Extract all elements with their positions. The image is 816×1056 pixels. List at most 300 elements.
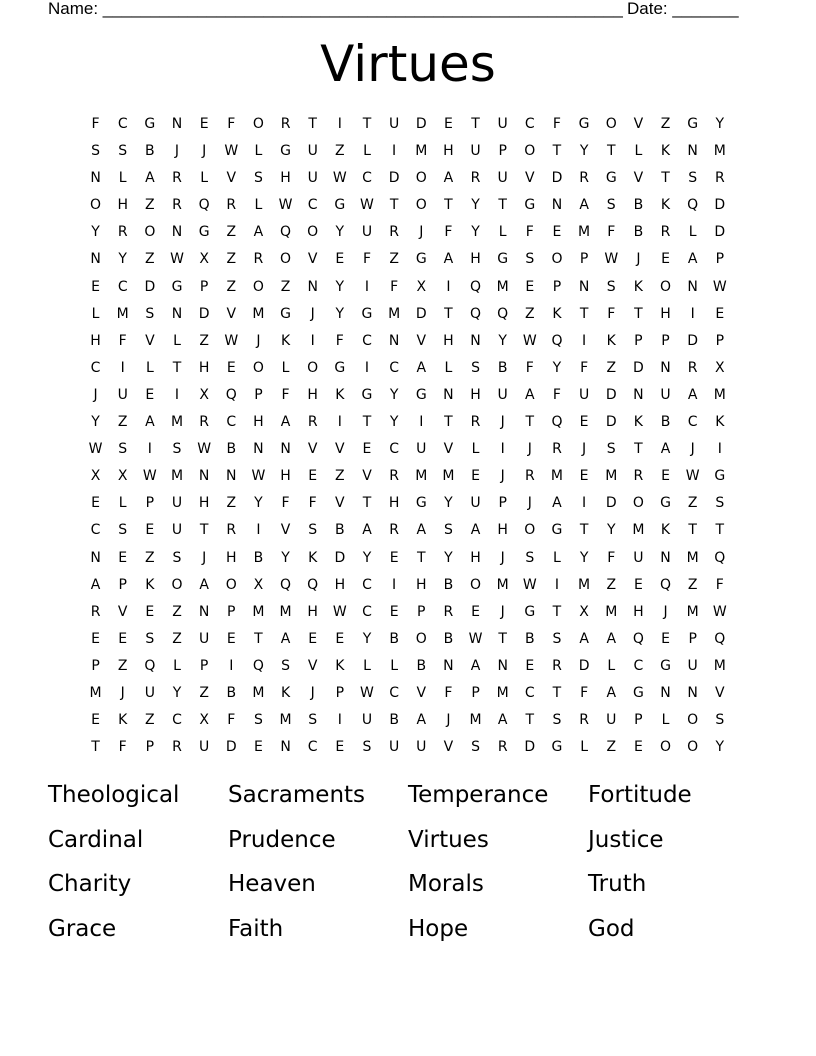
grid-cell[interactable]: M (713, 143, 726, 160)
grid-cell[interactable]: M (496, 278, 509, 295)
grid-cell[interactable]: L (281, 359, 290, 376)
grid-cell[interactable]: Y (118, 251, 127, 268)
grid-cell[interactable]: C (362, 332, 372, 349)
grid-cell[interactable]: H (253, 414, 264, 431)
grid-cell[interactable]: X (117, 468, 128, 485)
grid-cell[interactable]: A (687, 386, 698, 403)
grid-cell[interactable]: J (527, 441, 532, 458)
grid-cell[interactable]: P (417, 603, 426, 620)
grid-cell[interactable]: Q (225, 386, 237, 403)
grid-cell[interactable]: H (660, 305, 671, 322)
grid-cell[interactable]: E (199, 116, 209, 132)
grid-cell[interactable]: Z (172, 603, 182, 620)
grid-cell[interactable]: U (606, 712, 617, 729)
grid-cell[interactable]: F (552, 386, 561, 403)
grid-cell[interactable]: Q (660, 576, 672, 593)
grid-cell[interactable]: E (552, 224, 562, 241)
grid-cell[interactable]: N (171, 116, 183, 132)
grid-cell[interactable]: B (633, 224, 644, 241)
grid-cell[interactable]: O (144, 224, 156, 241)
grid-cell[interactable]: W (170, 251, 184, 268)
grid-cell[interactable]: N (687, 278, 698, 295)
grid-cell[interactable]: A (145, 414, 155, 431)
grid-cell[interactable]: V (335, 441, 345, 458)
grid-cell[interactable]: Z (606, 576, 617, 593)
grid-cell[interactable]: E (308, 630, 318, 647)
grid-cell[interactable]: U (307, 170, 318, 187)
grid-cell[interactable]: G (280, 305, 291, 322)
grid-cell[interactable]: C (362, 576, 372, 593)
grid-cell[interactable]: H (280, 468, 291, 485)
grid-cell[interactable]: H (117, 197, 128, 214)
grid-cell[interactable]: B (633, 197, 644, 214)
grid-cell[interactable]: K (280, 332, 291, 349)
grid-cell[interactable]: Y (91, 414, 100, 431)
grid-cell[interactable]: F (580, 359, 589, 376)
grid-cell[interactable]: V (443, 739, 454, 756)
grid-cell[interactable]: T (362, 414, 372, 431)
grid-cell[interactable]: A (470, 657, 481, 674)
grid-cell[interactable]: U (416, 739, 427, 756)
grid-cell[interactable]: R (579, 712, 589, 729)
grid-cell[interactable]: T (634, 441, 643, 458)
grid-cell[interactable]: V (117, 603, 128, 620)
grid-cell[interactable]: M (170, 414, 184, 431)
grid-cell[interactable]: A (470, 522, 481, 539)
grid-cell[interactable]: F (308, 495, 317, 512)
grid-cell[interactable]: L (118, 495, 127, 512)
grid-cell[interactable]: P (661, 332, 670, 349)
grid-cell[interactable]: N (253, 441, 264, 458)
grid-cell[interactable]: P (254, 386, 263, 403)
grid-cell[interactable]: G (361, 386, 373, 403)
grid-cell[interactable]: B (226, 441, 237, 458)
grid-cell[interactable]: H (470, 386, 481, 403)
grid-cell[interactable]: Z (606, 359, 617, 376)
grid-cell[interactable]: W (251, 468, 266, 485)
grid-cell[interactable]: P (715, 251, 725, 268)
grid-cell[interactable]: Y (389, 414, 399, 431)
grid-cell[interactable]: R (226, 522, 237, 539)
grid-cell[interactable]: Y (579, 549, 589, 566)
grid-cell[interactable]: E (661, 468, 670, 485)
grid-cell[interactable]: N (551, 197, 563, 214)
grid-cell[interactable]: S (281, 657, 290, 674)
grid-cell[interactable]: D (198, 305, 210, 322)
grid-cell[interactable]: E (661, 251, 670, 268)
grid-cell[interactable]: V (525, 170, 535, 187)
grid-cell[interactable]: H (226, 549, 237, 566)
grid-cell[interactable]: I (582, 332, 587, 349)
grid-cell[interactable]: Y (552, 359, 562, 376)
grid-cell[interactable]: Z (117, 657, 128, 674)
grid-cell[interactable]: U (171, 522, 183, 539)
grid-cell[interactable]: X (416, 278, 427, 295)
grid-cell[interactable]: P (498, 495, 507, 512)
grid-cell[interactable]: R (199, 414, 209, 431)
grid-cell[interactable]: V (633, 170, 644, 187)
grid-cell[interactable]: Q (280, 224, 292, 241)
grid-cell[interactable]: K (606, 332, 616, 349)
grid-cell[interactable]: T (525, 712, 535, 729)
grid-cell[interactable]: M (469, 712, 482, 729)
grid-cell[interactable]: R (253, 251, 264, 268)
grid-cell[interactable]: S (145, 630, 155, 647)
grid-cell[interactable]: I (337, 414, 342, 431)
grid-cell[interactable]: T (172, 359, 182, 376)
grid-cell[interactable]: S (362, 739, 372, 756)
grid-cell[interactable]: Y (335, 305, 345, 322)
grid-cell[interactable]: C (362, 170, 372, 187)
grid-cell[interactable]: Q (470, 305, 482, 322)
grid-cell[interactable]: D (144, 278, 156, 295)
grid-cell[interactable]: I (392, 576, 397, 593)
grid-cell[interactable]: R (307, 414, 318, 431)
grid-cell[interactable]: I (582, 495, 587, 512)
grid-cell[interactable]: S (172, 549, 182, 566)
grid-cell[interactable]: N (497, 657, 508, 674)
grid-cell[interactable]: N (687, 684, 698, 701)
grid-cell[interactable]: T (552, 684, 562, 701)
grid-cell[interactable]: N (90, 170, 101, 187)
grid-cell[interactable]: Z (117, 414, 128, 431)
grid-cell[interactable]: J (174, 143, 180, 160)
date-field[interactable]: Date: _______ (627, 0, 739, 18)
grid-cell[interactable]: P (688, 630, 697, 647)
grid-cell[interactable]: Q (687, 197, 699, 214)
grid-cell[interactable]: M (279, 603, 292, 620)
grid-cell[interactable]: K (308, 549, 318, 566)
grid-cell[interactable]: B (497, 359, 508, 376)
grid-cell[interactable]: R (552, 441, 562, 458)
grid-cell[interactable]: B (226, 684, 237, 701)
grid-cell[interactable]: U (307, 143, 318, 160)
grid-cell[interactable]: Y (715, 116, 725, 132)
grid-cell[interactable]: B (389, 630, 399, 647)
grid-cell[interactable]: K (633, 414, 643, 431)
grid-cell[interactable]: E (335, 630, 345, 647)
grid-cell[interactable]: X (90, 468, 101, 485)
grid-cell[interactable]: D (388, 170, 400, 187)
grid-cell[interactable]: Z (687, 576, 698, 593)
grid-cell[interactable]: S (606, 278, 616, 295)
grid-cell[interactable]: H (280, 170, 291, 187)
grid-cell[interactable]: S (525, 549, 535, 566)
grid-cell[interactable]: P (552, 278, 562, 295)
grid-cell[interactable]: M (605, 603, 618, 620)
grid-cell[interactable]: A (145, 170, 155, 187)
grid-cell[interactable]: D (334, 549, 346, 566)
grid-cell[interactable]: W (360, 684, 374, 701)
grid-cell[interactable]: G (415, 251, 427, 268)
grid-cell[interactable]: L (580, 739, 588, 756)
grid-cell[interactable]: O (660, 739, 672, 756)
grid-cell[interactable]: W (712, 603, 727, 620)
grid-cell[interactable]: L (145, 359, 154, 376)
grid-cell[interactable]: D (632, 359, 644, 376)
grid-cell[interactable]: E (145, 386, 155, 403)
grid-cell[interactable]: O (252, 278, 264, 295)
grid-cell[interactable]: G (171, 278, 183, 295)
grid-cell[interactable]: C (389, 359, 399, 376)
grid-cell[interactable]: G (334, 197, 346, 214)
grid-cell[interactable]: U (361, 224, 373, 241)
grid-cell[interactable]: F (607, 305, 616, 322)
grid-cell[interactable]: C (172, 712, 182, 729)
grid-cell[interactable]: C (524, 116, 535, 132)
grid-cell[interactable]: T (362, 116, 372, 132)
grid-cell[interactable]: U (388, 116, 400, 132)
name-field[interactable]: Name: _______________________________________________________ (48, 0, 623, 18)
grid-cell[interactable]: N (198, 603, 210, 620)
grid-cell[interactable]: V (715, 684, 725, 701)
grid-cell[interactable]: Q (252, 657, 264, 674)
grid-cell[interactable]: E (715, 305, 725, 322)
grid-cell[interactable]: F (580, 684, 589, 701)
grid-cell[interactable]: M (442, 468, 455, 485)
grid-cell[interactable]: B (389, 712, 399, 729)
grid-cell[interactable]: F (118, 739, 127, 756)
grid-cell[interactable]: E (389, 603, 399, 620)
grid-cell[interactable]: V (362, 468, 372, 485)
grid-cell[interactable]: F (390, 278, 399, 295)
grid-cell[interactable]: W (604, 251, 619, 268)
grid-cell[interactable]: S (91, 143, 101, 160)
grid-cell[interactable]: S (471, 359, 480, 376)
grid-cell[interactable]: G (280, 143, 291, 160)
grid-cell[interactable]: S (606, 441, 616, 458)
grid-cell[interactable]: A (199, 576, 209, 593)
grid-cell[interactable]: C (389, 441, 399, 458)
grid-cell[interactable]: D (415, 116, 427, 132)
grid-cell[interactable]: R (579, 170, 589, 187)
grid-cell[interactable]: F (91, 116, 100, 132)
grid-cell[interactable]: O (660, 278, 672, 295)
grid-cell[interactable]: B (525, 630, 535, 647)
grid-cell[interactable]: R (172, 197, 182, 214)
grid-cell[interactable]: I (554, 576, 560, 593)
grid-cell[interactable]: L (553, 549, 561, 566)
grid-cell[interactable]: S (715, 712, 725, 729)
grid-cell[interactable]: I (717, 441, 722, 458)
grid-cell[interactable]: Z (172, 630, 182, 647)
grid-cell[interactable]: R (660, 224, 671, 241)
grid-cell[interactable]: W (712, 278, 727, 295)
grid-cell[interactable]: T (715, 522, 725, 539)
grid-cell[interactable]: N (443, 386, 454, 403)
grid-cell[interactable]: N (443, 657, 454, 674)
grid-cell[interactable]: T (308, 116, 317, 132)
grid-cell[interactable]: J (500, 414, 505, 431)
grid-cell[interactable]: U (660, 386, 671, 403)
grid-cell[interactable]: P (335, 684, 345, 701)
grid-cell[interactable]: O (280, 251, 292, 268)
grid-cell[interactable]: I (337, 116, 342, 132)
grid-cell[interactable]: G (551, 739, 563, 756)
grid-cell[interactable]: U (171, 495, 183, 512)
grid-cell[interactable]: A (579, 197, 589, 214)
grid-cell[interactable]: X (199, 251, 209, 268)
grid-cell[interactable]: X (253, 576, 264, 593)
grid-cell[interactable]: F (118, 332, 127, 349)
grid-cell[interactable]: Q (280, 576, 292, 593)
grid-cell[interactable]: Z (335, 468, 345, 485)
grid-cell[interactable]: P (145, 495, 155, 512)
grid-cell[interactable]: T (471, 116, 480, 132)
grid-cell[interactable]: O (415, 170, 427, 187)
grid-cell[interactable]: D (714, 197, 726, 214)
grid-cell[interactable]: R (389, 522, 399, 539)
grid-cell[interactable]: C (307, 739, 318, 756)
grid-cell[interactable]: S (145, 305, 155, 322)
grid-cell[interactable]: H (470, 251, 481, 268)
grid-cell[interactable]: Y (471, 197, 480, 214)
grid-cell[interactable]: A (606, 684, 617, 701)
grid-cell[interactable]: A (579, 630, 589, 647)
grid-cell[interactable]: T (362, 495, 372, 512)
grid-cell[interactable]: A (443, 170, 454, 187)
grid-cell[interactable]: J (419, 224, 424, 241)
grid-cell[interactable]: F (525, 359, 534, 376)
grid-cell[interactable]: G (497, 251, 509, 268)
grid-cell[interactable]: A (606, 630, 617, 647)
grid-cell[interactable]: H (198, 359, 210, 376)
grid-cell[interactable]: P (199, 278, 209, 295)
grid-cell[interactable]: I (364, 278, 370, 295)
grid-cell[interactable]: T (579, 305, 589, 322)
grid-cell[interactable]: H (198, 495, 210, 512)
grid-cell[interactable]: J (310, 305, 315, 322)
grid-cell[interactable]: F (281, 495, 290, 512)
grid-cell[interactable]: Z (226, 278, 237, 295)
grid-cell[interactable]: R (497, 739, 508, 756)
grid-cell[interactable]: E (145, 522, 155, 539)
grid-cell[interactable]: E (145, 603, 155, 620)
grid-cell[interactable]: E (579, 414, 589, 431)
grid-cell[interactable]: O (90, 197, 102, 214)
grid-cell[interactable]: E (362, 441, 372, 458)
grid-cell[interactable]: Q (551, 332, 563, 349)
grid-cell[interactable]: H (388, 495, 400, 512)
grid-cell[interactable]: A (416, 359, 427, 376)
grid-cell[interactable]: U (199, 630, 210, 647)
grid-cell[interactable]: E (335, 251, 345, 268)
grid-cell[interactable]: B (443, 576, 454, 593)
grid-cell[interactable]: A (552, 495, 562, 512)
grid-cell[interactable]: N (280, 441, 291, 458)
grid-cell[interactable]: I (310, 332, 315, 349)
grid-cell[interactable]: E (633, 739, 643, 756)
grid-cell[interactable]: K (335, 386, 345, 403)
grid-cell[interactable]: J (690, 441, 695, 458)
grid-cell[interactable]: T (606, 143, 616, 160)
grid-cell[interactable]: H (443, 332, 454, 349)
grid-cell[interactable]: J (202, 143, 207, 160)
grid-cell[interactable]: P (118, 576, 127, 593)
grid-cell[interactable]: G (415, 495, 427, 512)
grid-cell[interactable]: N (90, 549, 101, 566)
grid-cell[interactable]: W (197, 441, 212, 458)
grid-cell[interactable]: O (470, 576, 482, 593)
grid-cell[interactable]: V (633, 116, 644, 132)
grid-cell[interactable]: S (118, 143, 128, 160)
grid-cell[interactable]: I (337, 712, 342, 729)
grid-cell[interactable]: Y (281, 549, 290, 566)
grid-cell[interactable]: Y (362, 549, 372, 566)
grid-cell[interactable]: F (444, 224, 453, 241)
grid-cell[interactable]: G (415, 386, 427, 403)
grid-cell[interactable]: V (226, 170, 237, 187)
grid-cell[interactable]: C (117, 278, 128, 295)
grid-cell[interactable]: R (90, 603, 101, 620)
grid-cell[interactable]: B (145, 143, 155, 160)
grid-cell[interactable]: T (389, 197, 399, 214)
grid-cell[interactable]: D (687, 332, 699, 349)
grid-cell[interactable]: N (388, 332, 400, 349)
grid-cell[interactable]: C (307, 197, 318, 214)
grid-cell[interactable]: O (632, 495, 644, 512)
grid-cell[interactable]: V (416, 684, 427, 701)
grid-cell[interactable]: G (632, 684, 644, 701)
grid-cell[interactable]: J (500, 468, 505, 485)
grid-cell[interactable]: Y (335, 278, 345, 295)
grid-cell[interactable]: V (226, 305, 237, 322)
grid-cell[interactable]: N (687, 143, 698, 160)
grid-cell[interactable]: M (116, 305, 129, 322)
grid-cell[interactable]: E (226, 630, 236, 647)
grid-cell[interactable]: M (578, 576, 591, 593)
grid-cell[interactable]: D (551, 170, 563, 187)
grid-cell[interactable]: A (416, 712, 427, 729)
grid-cell[interactable]: G (551, 522, 563, 539)
grid-cell[interactable]: D (605, 386, 617, 403)
grid-cell[interactable]: W (332, 170, 347, 187)
grid-cell[interactable]: U (497, 170, 508, 187)
grid-cell[interactable]: O (307, 224, 319, 241)
grid-cell[interactable]: N (578, 278, 590, 295)
grid-cell[interactable]: J (500, 549, 505, 566)
grid-cell[interactable]: K (660, 197, 671, 214)
grid-cell[interactable]: U (633, 549, 644, 566)
grid-cell[interactable]: E (389, 549, 399, 566)
grid-cell[interactable]: Y (444, 495, 453, 512)
grid-cell[interactable]: U (687, 657, 698, 674)
grid-cell[interactable]: G (660, 657, 671, 674)
grid-cell[interactable]: Y (254, 495, 263, 512)
grid-cell[interactable]: V (280, 522, 291, 539)
grid-cell[interactable]: L (471, 441, 480, 458)
grid-cell[interactable]: S (688, 170, 698, 187)
grid-cell[interactable]: G (714, 468, 726, 485)
grid-cell[interactable]: A (497, 712, 508, 729)
grid-cell[interactable]: W (360, 197, 374, 214)
grid-cell[interactable]: Z (389, 251, 399, 268)
grid-cell[interactable]: N (307, 278, 318, 295)
grid-cell[interactable]: P (145, 739, 155, 756)
grid-cell[interactable]: N (280, 739, 291, 756)
grid-cell[interactable]: F (335, 332, 344, 349)
grid-cell[interactable]: E (226, 359, 236, 376)
grid-cell[interactable]: U (578, 386, 590, 403)
grid-cell[interactable]: Z (280, 278, 291, 295)
grid-cell[interactable]: A (443, 251, 454, 268)
grid-cell[interactable]: O (171, 576, 183, 593)
grid-cell[interactable]: L (254, 197, 263, 214)
grid-cell[interactable]: H (307, 386, 318, 403)
grid-cell[interactable]: W (142, 468, 157, 485)
grid-cell[interactable]: M (252, 684, 265, 701)
grid-cell[interactable]: A (253, 224, 264, 241)
